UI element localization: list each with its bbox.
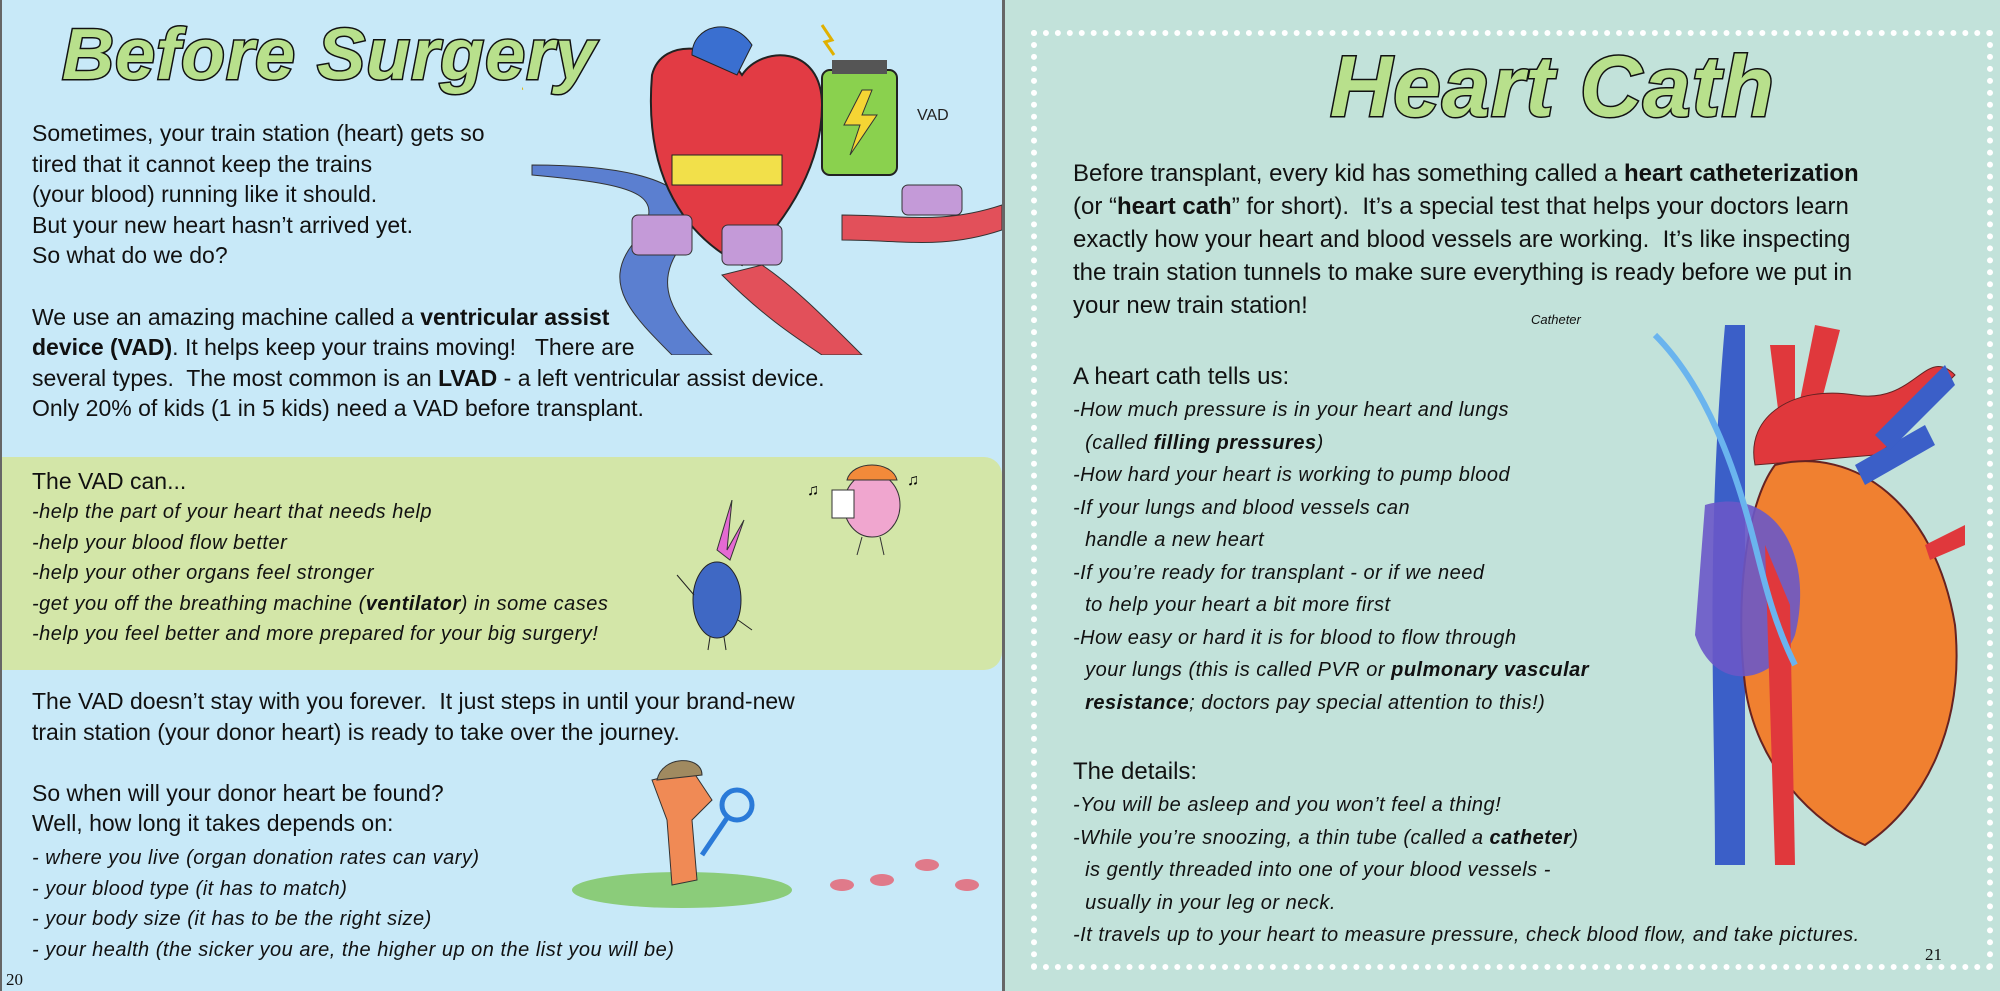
text-segment: ; doctors pay special attention to this!) xyxy=(1189,691,1546,714)
text-segment: -It travels up to your heart to measure pressure, check blood flow, and take pictures. xyxy=(1073,924,1860,946)
text-line xyxy=(32,271,825,302)
text-line xyxy=(32,393,825,424)
text-segment: (your blood) running like it should. xyxy=(32,181,378,208)
bold-term: heart cath xyxy=(1117,193,1232,220)
text-segment: Sometimes, your train station (heart) gets so xyxy=(32,120,485,146)
tells-heading: A heart cath tells us: xyxy=(1073,363,1290,390)
text-segment: (called xyxy=(1073,431,1154,454)
text-segment: Well, how long it takes depends on: xyxy=(32,810,394,837)
text-segment: -help the part of your heart that needs help xyxy=(32,501,433,523)
text-line xyxy=(32,935,674,966)
text-line xyxy=(1073,654,1589,687)
text-segment: the train station tunnels to make sure everything is ready before we put in xyxy=(1073,259,1853,286)
intro-paragraph xyxy=(32,118,825,424)
text-line xyxy=(32,619,608,650)
text-line xyxy=(1073,557,1589,590)
text-segment: handle a new heart xyxy=(1073,529,1265,551)
text-segment: -If your lungs and blood vessels can xyxy=(1073,496,1411,519)
text-segment: -help your other organs feel stronger xyxy=(32,562,375,585)
text-line xyxy=(32,118,825,149)
bold-term: catheter xyxy=(1489,826,1572,849)
bold-term: ventilator xyxy=(365,592,461,615)
text-segment: Before transplant, every kid has something called a xyxy=(1073,160,1624,187)
text-segment: -help your blood flow better xyxy=(32,531,288,554)
text-segment: -How easy or hard it is for blood to flow through xyxy=(1073,626,1517,649)
text-line xyxy=(32,558,608,589)
bold-term: ventricular assist xyxy=(420,303,610,330)
text-line xyxy=(32,332,825,363)
text-segment: usually in your leg or neck. xyxy=(1073,891,1336,914)
text-segment: to help your heart a bit more first xyxy=(1073,594,1391,616)
text-segment: The VAD doesn’t stay with you forever. It just steps in until your brand-new xyxy=(32,688,795,714)
text-segment: -If you’re ready for transplant - or if we need xyxy=(1073,561,1485,584)
text-line xyxy=(32,497,608,528)
details-heading: The details: xyxy=(1073,758,1198,785)
text-segment: your new train station! xyxy=(1073,292,1308,319)
text-line xyxy=(32,302,825,333)
pink-character-illustration xyxy=(802,455,932,560)
text-line xyxy=(32,240,825,271)
text-line xyxy=(32,528,608,559)
text-line xyxy=(1073,492,1589,525)
text-segment: ) xyxy=(1571,826,1579,849)
text-segment: -You will be asleep and you won’t feel a thing! xyxy=(1073,794,1502,816)
text-segment: - your blood type (it has to match) xyxy=(32,877,348,900)
text-segment: ) in some cases xyxy=(460,592,609,615)
page-number: 20 xyxy=(6,970,23,989)
text-segment: ) xyxy=(1316,431,1324,454)
text-line xyxy=(1073,919,1860,952)
text-segment: is gently threaded into one of your blood vessels - xyxy=(1073,859,1551,881)
text-segment: -While you’re snoozing, a thin tube (called a xyxy=(1073,826,1490,849)
text-segment: your lungs (this is called PVR or xyxy=(1073,659,1392,681)
intro-paragraph xyxy=(1073,157,1859,322)
text-line xyxy=(32,149,825,180)
svg-text:♫: ♫ xyxy=(907,472,919,489)
text-line xyxy=(1073,459,1589,492)
bold-term: heart catheterization xyxy=(1623,160,1859,187)
fox-detective-illustration xyxy=(572,740,1002,910)
text-line xyxy=(1073,427,1589,460)
text-line xyxy=(1073,789,1860,822)
catheter-label: Catheter xyxy=(1531,312,1581,327)
text-line xyxy=(1073,256,1859,289)
text-segment: - your health (the sicker you are, the higher up on the list you will be) xyxy=(32,938,675,961)
text-segment: So what do we do? xyxy=(32,242,228,269)
text-line xyxy=(32,589,608,620)
text-line xyxy=(1073,687,1589,720)
text-segment: exactly how your heart and blood vessels are working. It’s like inspecting xyxy=(1073,226,1851,253)
text-segment: -How hard your heart is working to pump blood xyxy=(1073,464,1511,486)
bold-term: resistance xyxy=(1085,691,1190,714)
text-segment: train station (your donor heart) is ready to take over the journey. xyxy=(32,718,680,745)
text-segment: - where you live (organ donation rates can vary) xyxy=(32,847,480,869)
text-segment: tired that it cannot keep the trains xyxy=(32,150,373,177)
text-line xyxy=(1073,622,1589,655)
text-line xyxy=(1073,223,1859,256)
blueberry-character-illustration xyxy=(672,500,762,655)
text-segment: - your body size (it has to be the right size) xyxy=(32,908,432,931)
text-segment xyxy=(1073,692,1085,714)
text-line xyxy=(1073,887,1860,920)
bold-term: device (VAD) xyxy=(32,334,173,361)
text-segment: We use an amazing machine called a xyxy=(32,303,421,330)
text-segment: several types. The most common is an xyxy=(32,364,439,391)
text-line xyxy=(1073,190,1859,223)
text-line xyxy=(32,210,825,241)
vad-can-heading: The VAD can... xyxy=(32,468,187,494)
text-line xyxy=(1073,524,1589,557)
text-segment: . It helps keep your trains moving! There are xyxy=(172,334,635,361)
vad-can-list xyxy=(32,497,608,650)
page-title: Before Surgery xyxy=(62,15,597,95)
text-line xyxy=(1073,822,1860,855)
text-line xyxy=(1073,394,1589,427)
text-line xyxy=(32,179,825,210)
text-segment: - a left ventricular assist device. xyxy=(497,364,825,391)
text-segment: So when will your donor heart be found? xyxy=(32,779,444,806)
details-list xyxy=(1073,789,1860,952)
text-segment: (or “ xyxy=(1073,193,1117,220)
text-line xyxy=(1073,854,1860,887)
svg-text:♫: ♫ xyxy=(807,482,819,499)
text-line xyxy=(1073,589,1589,622)
right-page xyxy=(1002,0,2000,991)
text-segment: Only 20% of kids (1 in 5 kids) need a VAD before transplant. xyxy=(32,395,644,422)
text-segment: -get you off the breathing machine ( xyxy=(32,592,366,615)
page-title: Heart Cath xyxy=(1330,39,1775,135)
bold-term: LVAD xyxy=(438,364,498,391)
page-number: 21 xyxy=(1925,945,1942,964)
vad-label: VAD xyxy=(917,107,949,124)
text-segment: -How much pressure is in your heart and lungs xyxy=(1073,399,1510,421)
tells-list xyxy=(1073,394,1589,719)
bold-term: pulmonary vascular xyxy=(1391,659,1590,681)
text-line xyxy=(32,686,795,717)
text-line xyxy=(32,363,825,394)
text-segment: -help you feel better and more prepared for your big surgery! xyxy=(32,623,599,646)
bold-term: filling pressures xyxy=(1153,431,1317,454)
text-segment: ” for short). It’s a special test that helps your doctors learn xyxy=(1231,193,1849,220)
text-line xyxy=(1073,157,1859,190)
text-segment: But your new heart hasn’t arrived yet. xyxy=(32,211,413,238)
